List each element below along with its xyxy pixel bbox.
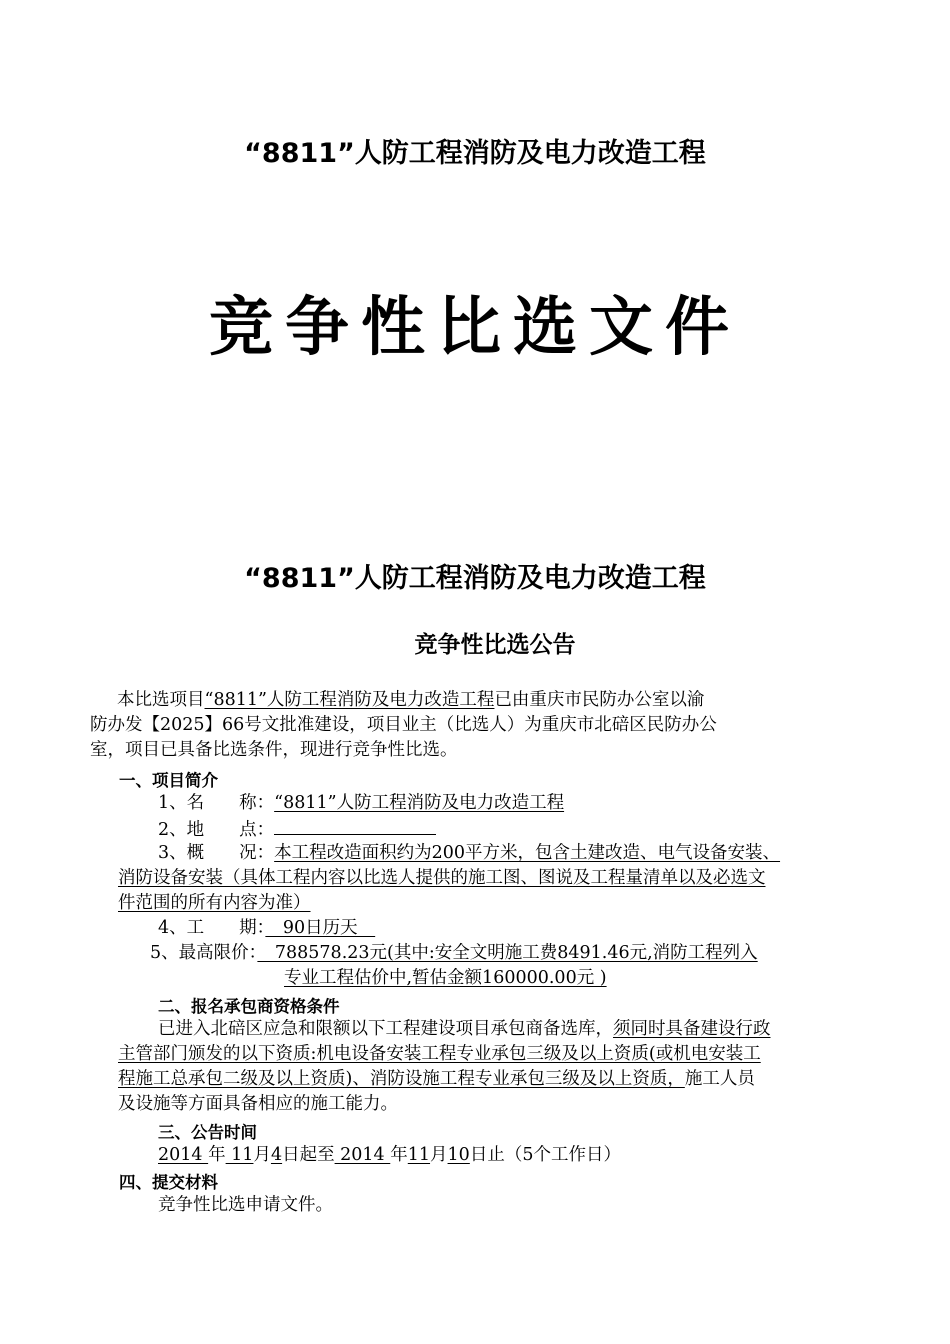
item-max-price: 5、最高限价： 788578.23元(其中:安全文明施工费8491.46元,消防工程列入	[150, 943, 758, 963]
section2-line-3: 程施工总承包二级及以上资质)、消防设施工程专业承包三级及以上资质，施工人员	[118, 1069, 755, 1089]
notice-project-title: “8811”人防工程消防及电力改造工程	[244, 563, 706, 594]
item-overview-line-2: 消防设备安装（具体工程内容以比选人提供的施工图、图说及工程量清单以及必选文	[118, 868, 766, 888]
item-period: 4、工 期： 90日历天	[158, 918, 376, 938]
section4-heading: 四、提交材料	[119, 1173, 218, 1192]
intro-line-2: 防办发【2025】66号文批准建设，项目业主（比选人）为重庆市北碚区民防办公	[90, 715, 717, 735]
section4-text: 竞争性比选申请文件。	[158, 1195, 333, 1215]
section2-line-4: 及设施等方面具备相应的施工能力。	[118, 1094, 398, 1114]
item-location: 2、地 点：	[158, 816, 436, 842]
section2-heading: 二、报名承包商资格条件	[158, 997, 340, 1016]
intro-line-1: 本比选项目“8811”人防工程消防及电力改造工程已由重庆市民防办公室以渝	[117, 690, 705, 710]
cover-doc-title: 竞争性比选文件	[209, 290, 741, 365]
section2-line-1: 已进入北碚区应急和限额以下工程建设项目承包商备选库，须同时具备建设行政	[158, 1019, 771, 1039]
item-max-price-line-2: 专业工程估价中,暂估金额160000.00元 )	[284, 968, 607, 988]
item-overview: 3、概 况：本工程改造面积约为200平方米，包含土建改造、电气设备安装、	[158, 843, 781, 863]
location-blank	[274, 816, 436, 835]
intro-line-3: 室，项目已具备比选条件，现进行竞争性比选。	[90, 740, 458, 760]
item-overview-line-3: 件范围的所有内容为准）	[118, 893, 311, 913]
item-name: 1、名 称：“8811”人防工程消防及电力改造工程	[158, 793, 565, 813]
announcement-period: 2014 年 11月4日起至 2014 年11月10日止（5个工作日）	[158, 1145, 621, 1165]
notice-heading: 竞争性比选公告	[414, 631, 576, 658]
intro-project-name: “8811”人防工程消防及电力改造工程	[204, 690, 495, 710]
section1-heading: 一、项目简介	[119, 771, 218, 790]
cover-project-title: “8811”人防工程消防及电力改造工程	[244, 138, 706, 169]
section2-line-2: 主管部门颁发的以下资质:机电设备安装工程专业承包三级及以上资质(或机电安装工	[118, 1044, 761, 1064]
section3-heading: 三、公告时间	[158, 1123, 257, 1142]
